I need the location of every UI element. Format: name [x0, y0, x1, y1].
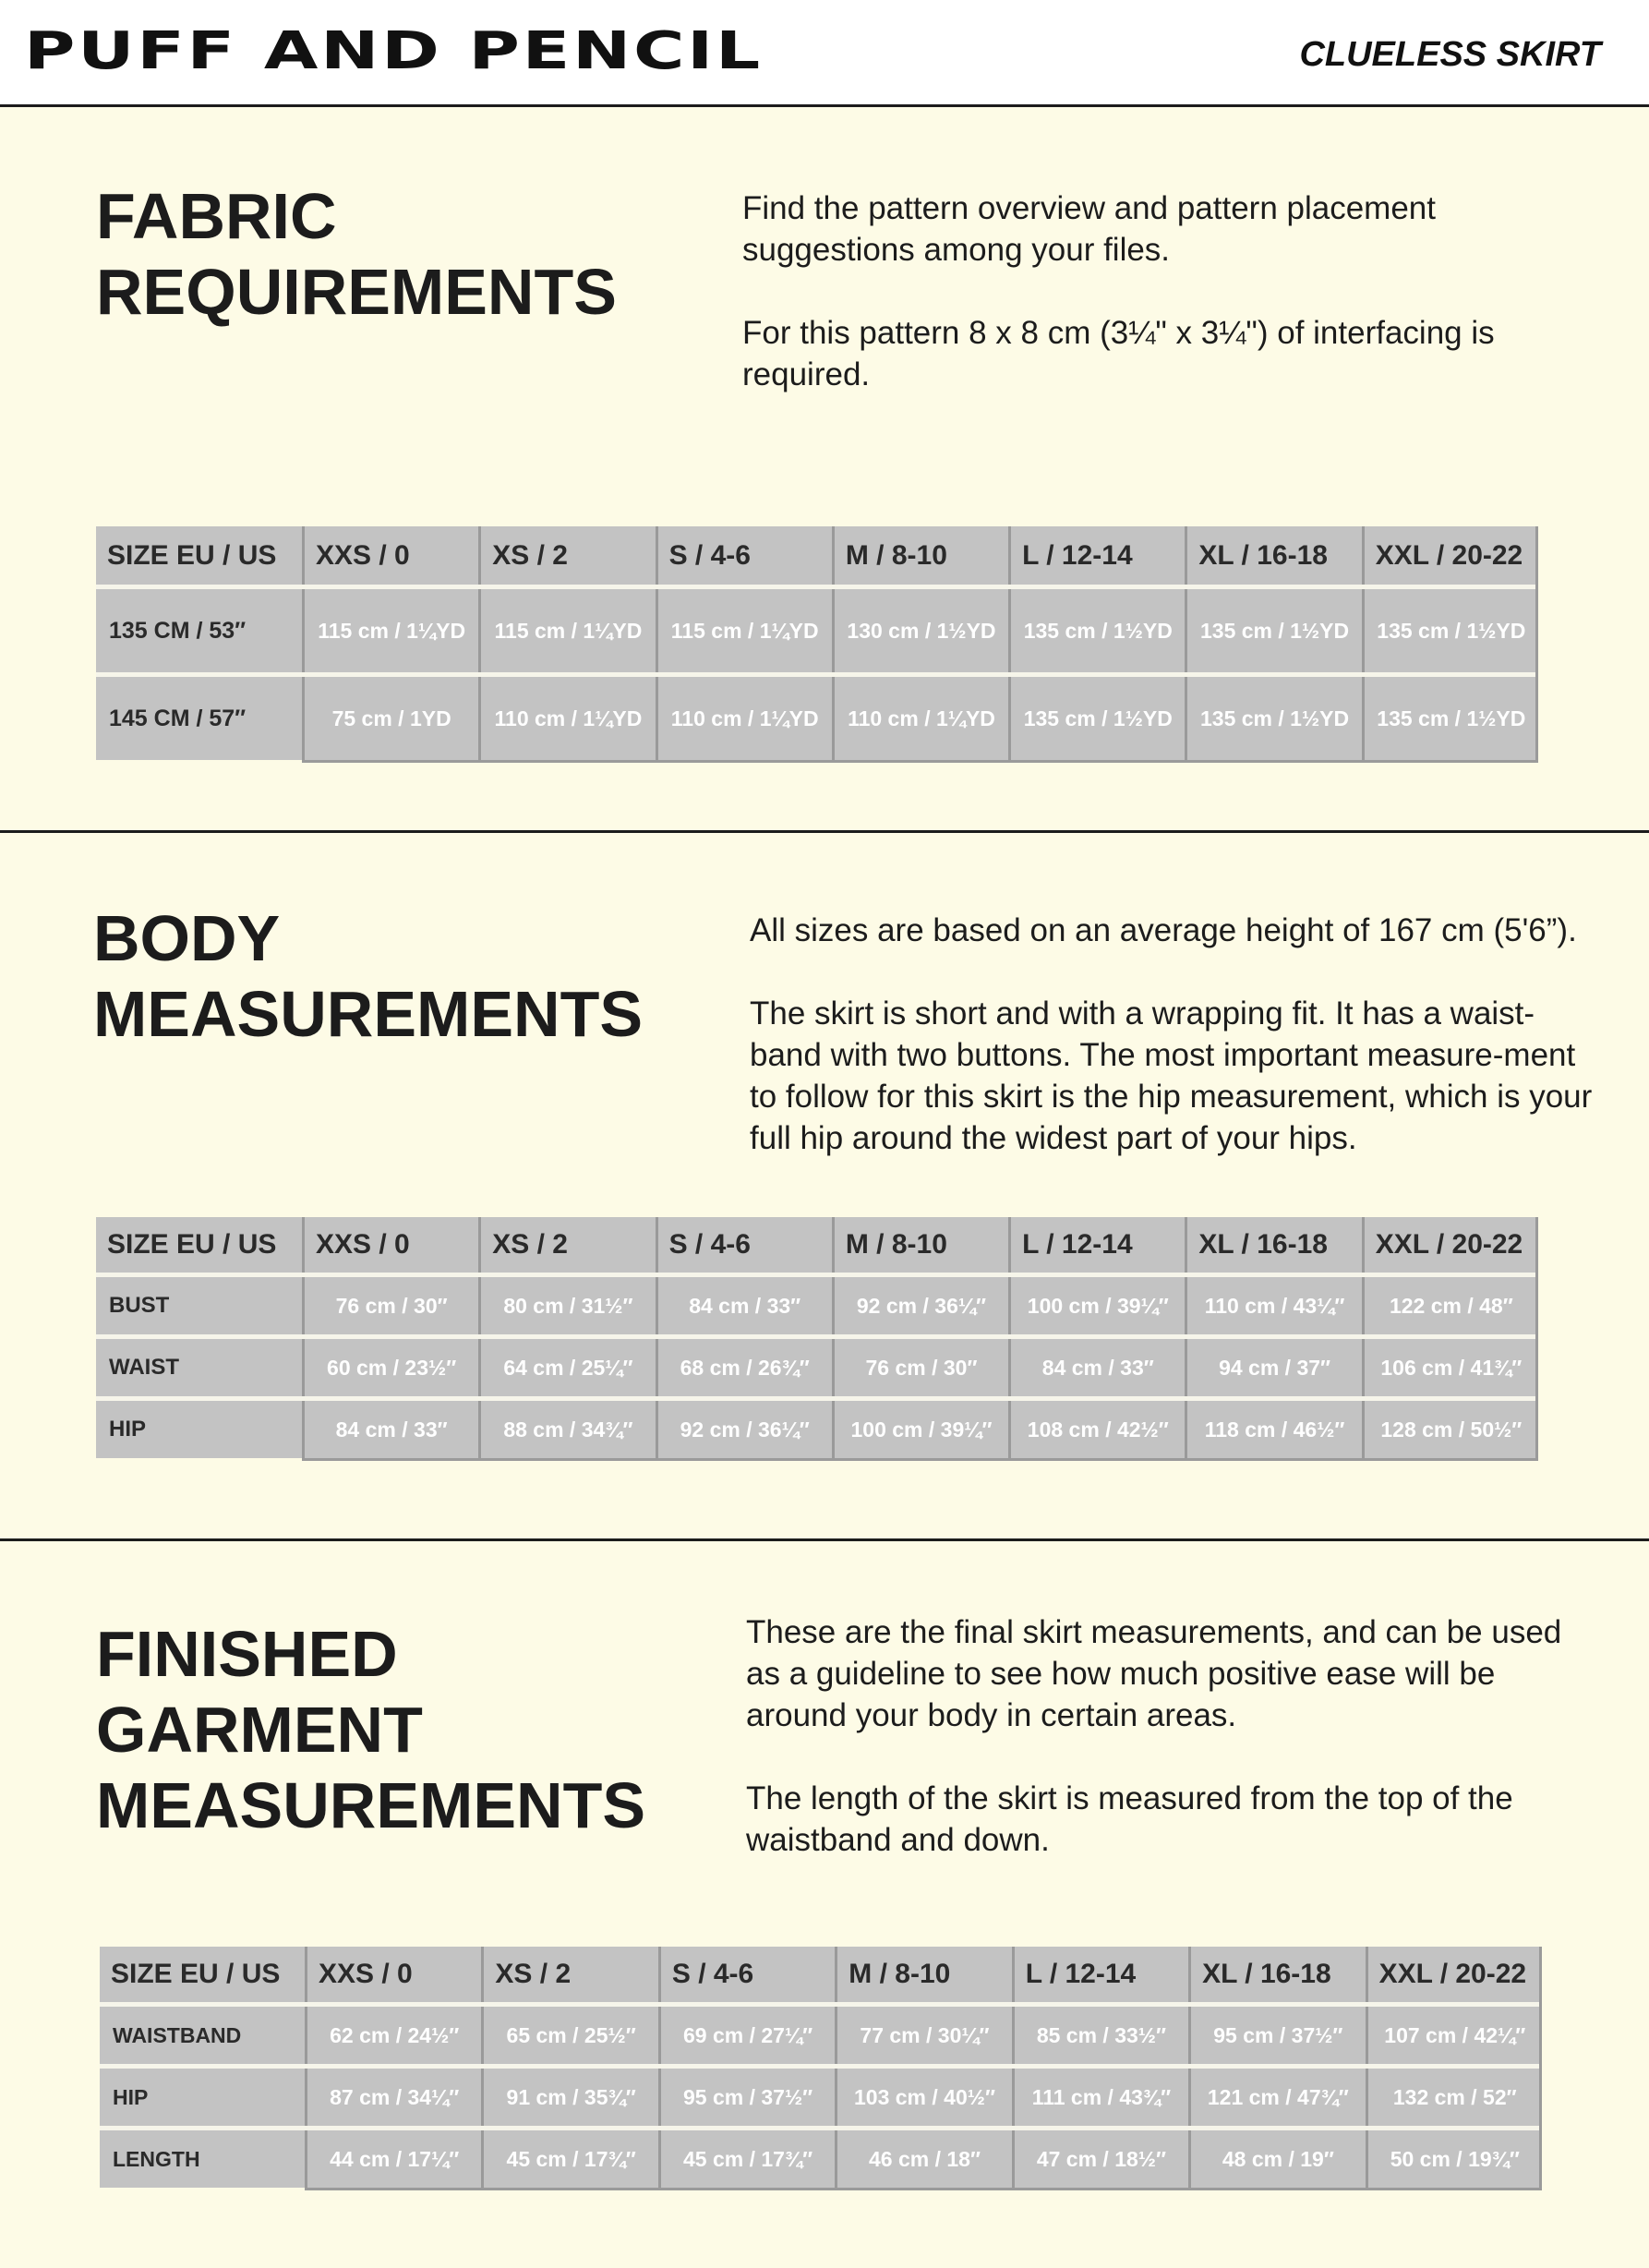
table-row — [96, 1401, 1538, 1458]
row-label: HIP — [100, 2069, 305, 2126]
fabric-title-line-2: REQUIREMENTS — [96, 256, 617, 328]
table-cell: 77 cm / 30¼″ — [835, 2007, 1011, 2064]
size-header-cell: XXS / 0 — [302, 1217, 478, 1273]
size-header-cell: S / 4-6 — [656, 526, 832, 585]
row-label: BUST — [96, 1277, 302, 1334]
table-cell: 47 cm / 18½″ — [1012, 2130, 1188, 2188]
table-cell: 95 cm / 37½″ — [658, 2069, 835, 2126]
size-header-cell: M / 8-10 — [835, 1947, 1011, 2002]
table-row — [96, 1277, 1538, 1334]
fabric-description — [742, 187, 1573, 395]
finished-title-line-2: GARMENT — [96, 1694, 423, 1766]
table-right-border — [1535, 526, 1538, 763]
row-label: 135 CM / 53″ — [96, 589, 302, 672]
table-header-row — [96, 526, 1538, 585]
table-cell: 87 cm / 34¼″ — [305, 2069, 481, 2126]
finished-paragraph-1: These are the final skirt measurements, and can be used as a guideline to see how much positive ease will be around your body in certain areas. — [746, 1614, 1562, 1733]
table-row — [96, 589, 1538, 672]
size-header-cell: L / 12-14 — [1012, 1947, 1188, 2002]
table-cell: 68 cm / 26¾″ — [656, 1339, 832, 1396]
table-cell: 115 cm / 1¼YD — [302, 589, 478, 672]
table-cell: 135 cm / 1½YD — [1008, 589, 1185, 672]
table-cell: 115 cm / 1¼YD — [656, 589, 832, 672]
size-header-cell: XXS / 0 — [305, 1947, 481, 2002]
size-header-cell: XXL / 20-22 — [1362, 1217, 1538, 1273]
table-row — [96, 1339, 1538, 1396]
finished-section-title — [96, 1616, 645, 1843]
table-row — [96, 677, 1538, 760]
table-cell: 92 cm / 36¼″ — [832, 1277, 1008, 1334]
table-right-border — [1535, 1217, 1538, 1461]
table-cell: 108 cm / 42½″ — [1008, 1401, 1185, 1458]
section-divider — [0, 830, 1649, 833]
size-header-cell: XL / 16-18 — [1185, 526, 1361, 585]
size-header-cell: XL / 16-18 — [1188, 1947, 1365, 2002]
table-cell: 69 cm / 27¼″ — [658, 2007, 835, 2064]
table-cell: 135 cm / 1½YD — [1185, 677, 1361, 760]
table-bottom-border — [302, 1458, 1538, 1461]
finished-description — [746, 1611, 1577, 1861]
table-cell: 64 cm / 25¼″ — [478, 1339, 655, 1396]
table-cell: 128 cm / 50½″ — [1362, 1401, 1538, 1458]
table-bottom-border — [302, 760, 1538, 763]
fabric-paragraph-2: For this pattern 8 x 8 cm (3¼" x 3¼") of interfacing is required. — [742, 315, 1495, 392]
body-paragraph-1: All sizes are based on an average height of 167 cm (5'6”). — [750, 912, 1577, 948]
table-cell: 135 cm / 1½YD — [1362, 589, 1538, 672]
table-right-border — [1539, 1947, 1542, 2190]
row-label: WAISTBAND — [100, 2007, 305, 2064]
row-label: WAIST — [96, 1339, 302, 1396]
table-header-row — [96, 1217, 1538, 1273]
table-cell: 76 cm / 30″ — [302, 1277, 478, 1334]
table-row — [100, 2069, 1542, 2126]
table-cell: 110 cm / 1¼YD — [832, 677, 1008, 760]
size-header-cell: S / 4-6 — [658, 1947, 835, 2002]
table-cell: 50 cm / 19¾″ — [1366, 2130, 1542, 2188]
size-header-cell: XXL / 20-22 — [1362, 526, 1538, 585]
body-measurements-table — [96, 1217, 1538, 1461]
size-header-cell: XS / 2 — [481, 1947, 657, 2002]
table-cell: 80 cm / 31½″ — [478, 1277, 655, 1334]
size-header-cell: XXS / 0 — [302, 526, 478, 585]
table-cell: 84 cm / 33″ — [302, 1401, 478, 1458]
row-label: HIP — [96, 1401, 302, 1458]
page-header — [0, 0, 1649, 107]
size-header-cell: XXL / 20-22 — [1366, 1947, 1542, 2002]
finished-title-line-3: MEASUREMENTS — [96, 1769, 646, 1841]
row-label: 145 CM / 57″ — [96, 677, 302, 760]
table-cell: 110 cm / 1¼YD — [478, 677, 655, 760]
brand-logo-text: PUFF AND PENCIL — [24, 21, 763, 81]
table-cell: 48 cm / 19″ — [1188, 2130, 1365, 2188]
size-header-cell: XS / 2 — [478, 1217, 655, 1273]
table-cell: 91 cm / 35¾″ — [481, 2069, 657, 2126]
table-cell: 135 cm / 1½YD — [1008, 677, 1185, 760]
body-title-line-1: BODY — [93, 902, 281, 974]
table-cell: 84 cm / 33″ — [656, 1277, 832, 1334]
table-cell: 107 cm / 42¼″ — [1366, 2007, 1542, 2064]
size-header-cell: L / 12-14 — [1008, 526, 1185, 585]
table-cell: 44 cm / 17¼″ — [305, 2130, 481, 2188]
table-cell: 110 cm / 43¼″ — [1185, 1277, 1361, 1334]
table-cell: 75 cm / 1YD — [302, 677, 478, 760]
finished-title-line-1: FINISHED — [96, 1618, 398, 1690]
table-cell: 115 cm / 1¼YD — [478, 589, 655, 672]
table-cell: 88 cm / 34¾″ — [478, 1401, 655, 1458]
table-cell: 45 cm / 17¾″ — [481, 2130, 657, 2188]
table-cell: 130 cm / 1½YD — [832, 589, 1008, 672]
body-description — [750, 910, 1599, 1159]
table-cell: 110 cm / 1¼YD — [656, 677, 832, 760]
table-cell: 84 cm / 33″ — [1008, 1339, 1185, 1396]
section-divider — [0, 1538, 1649, 1541]
table-cell: 65 cm / 25½″ — [481, 2007, 657, 2064]
table-cell: 94 cm / 37″ — [1185, 1339, 1361, 1396]
table-cell: 92 cm / 36¼″ — [656, 1401, 832, 1458]
size-header-cell: XS / 2 — [478, 526, 655, 585]
table-cell: 121 cm / 47¾″ — [1188, 2069, 1365, 2126]
table-cell: 111 cm / 43¾″ — [1012, 2069, 1188, 2126]
table-cell: 118 cm / 46½″ — [1185, 1401, 1361, 1458]
table-cell: 85 cm / 33½″ — [1012, 2007, 1188, 2064]
table-cell: 132 cm / 52″ — [1366, 2069, 1542, 2126]
size-header-cell: XL / 16-18 — [1185, 1217, 1361, 1273]
fabric-title-line-1: FABRIC — [96, 180, 337, 252]
size-header-cell: L / 12-14 — [1008, 1217, 1185, 1273]
size-header-cell: M / 8-10 — [832, 526, 1008, 585]
table-row — [100, 2007, 1542, 2064]
finished-paragraph-2: The length of the skirt is measured from the top of the waistband and down. — [746, 1780, 1513, 1858]
size-column-header: SIZE EU / US — [96, 1217, 302, 1273]
size-header-cell: M / 8-10 — [832, 1217, 1008, 1273]
table-cell: 106 cm / 41¾″ — [1362, 1339, 1538, 1396]
table-cell: 46 cm / 18″ — [835, 2130, 1011, 2188]
row-label: LENGTH — [100, 2130, 305, 2188]
table-cell: 60 cm / 23½″ — [302, 1339, 478, 1396]
table-cell: 100 cm / 39¼″ — [832, 1401, 1008, 1458]
table-cell: 95 cm / 37½″ — [1188, 2007, 1365, 2064]
table-cell: 135 cm / 1½YD — [1185, 589, 1361, 672]
size-column-header: SIZE EU / US — [96, 526, 302, 585]
fabric-section-title — [96, 178, 617, 330]
table-cell: 76 cm / 30″ — [832, 1339, 1008, 1396]
table-cell: 62 cm / 24½″ — [305, 2007, 481, 2064]
table-bottom-border — [305, 2188, 1542, 2190]
table-cell: 103 cm / 40½″ — [835, 2069, 1011, 2126]
table-cell: 45 cm / 17¾″ — [658, 2130, 835, 2188]
body-paragraph-2: The skirt is short and with a wrapping fit. It has a waist-band with two buttons. The most important measure-ment to follow for this skirt is the hip measurement, which is your full hip around the widest part of your hips. — [750, 995, 1593, 1156]
table-cell: 122 cm / 48″ — [1362, 1277, 1538, 1334]
table-cell: 100 cm / 39¼″ — [1008, 1277, 1185, 1334]
table-cell: 135 cm / 1½YD — [1362, 677, 1538, 760]
fabric-requirements-table — [96, 526, 1538, 763]
table-header-row — [100, 1947, 1542, 2002]
body-section-title — [93, 900, 643, 1052]
finished-measurements-table — [100, 1947, 1542, 2190]
pattern-name: CLUELESS SKIRT — [1299, 35, 1601, 74]
table-row — [100, 2130, 1542, 2188]
fabric-paragraph-1: Find the pattern overview and pattern placement suggestions among your files. — [742, 190, 1436, 268]
size-column-header: SIZE EU / US — [100, 1947, 305, 2002]
body-title-line-2: MEASUREMENTS — [93, 978, 644, 1050]
size-header-cell: S / 4-6 — [656, 1217, 832, 1273]
